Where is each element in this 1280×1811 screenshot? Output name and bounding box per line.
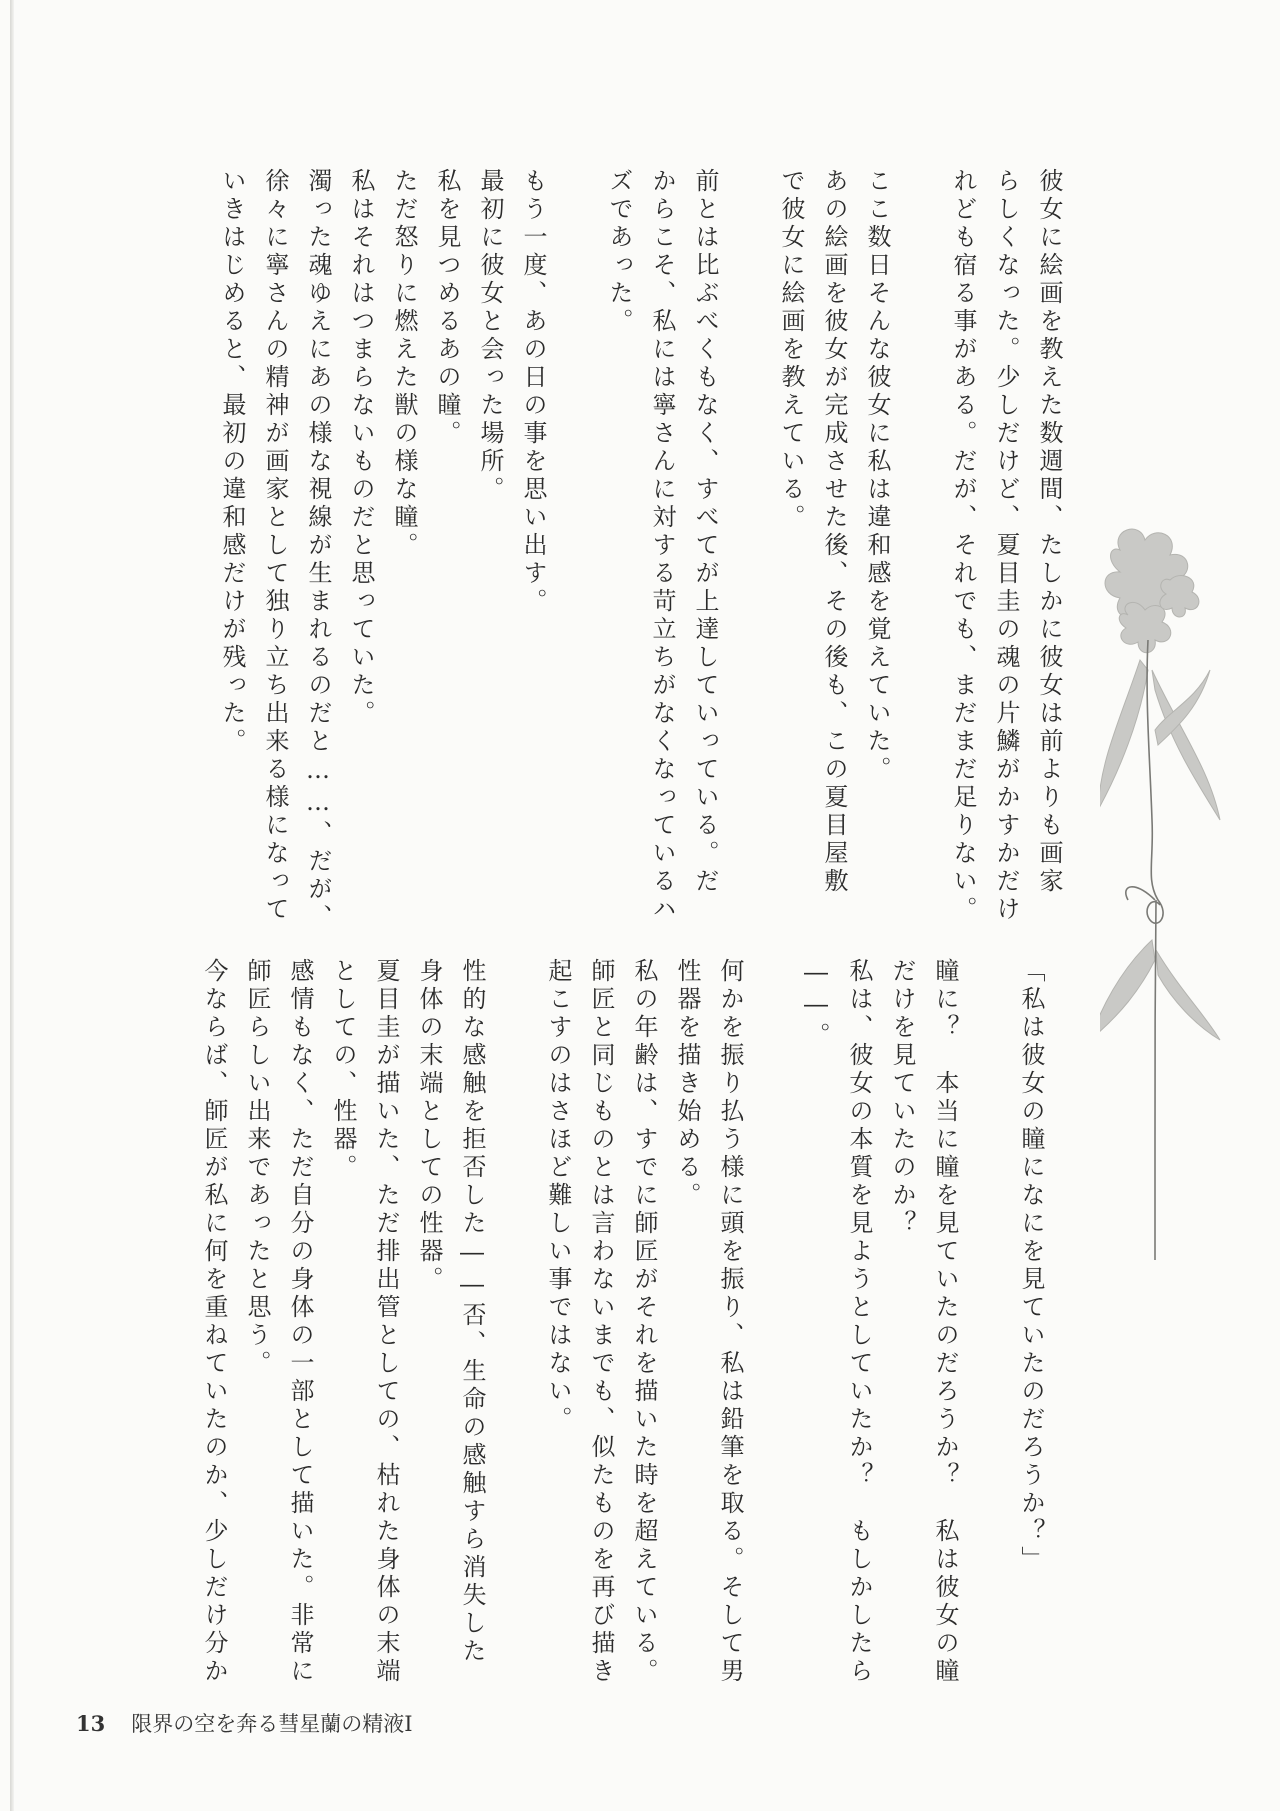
upper-text-line: もう一度、あの日の事を思い出す。: [519, 168, 547, 616]
upper-text-line: で彼女に絵画を教えている。: [777, 168, 805, 532]
lower-text-line: 師匠らしい出来であったと思う。: [243, 958, 271, 1378]
page-number: 13: [76, 1711, 106, 1736]
lower-text-line: [751, 958, 794, 1658]
book-title: 限界の空を奔る彗星蘭の精液Ⅰ: [131, 1712, 413, 1736]
lower-text-line: 瞳に？ 本当に瞳を見ていたのだろうか？ 私は彼女の瞳: [931, 958, 959, 1686]
upper-text-line: ただ怒りに燃えた獣の様な瞳。: [390, 168, 418, 560]
upper-text-line: [554, 168, 597, 708]
upper-text-line: 徐々に寧さんの精神が画家として独り立ち出来る様になって: [261, 168, 289, 924]
page-binding-edge: [10, 0, 14, 1811]
lower-text-line: としての、性器。: [329, 958, 357, 1182]
upper-text-line: 最初に彼女と会った場所。: [476, 168, 504, 504]
lower-text-line: 性器を描き始める。: [673, 958, 701, 1210]
orchid-illustration: [1100, 520, 1250, 1260]
lower-text-line: 師匠と同じものとは言わないまでも、似たものを再び描き: [587, 958, 615, 1686]
upper-text-line: [726, 168, 769, 708]
lower-text-line: [493, 958, 536, 1658]
lower-text-line: 夏目圭が描いた、ただ排出管としての、枯れた身体の末端: [372, 958, 400, 1686]
upper-text-line: 私を見つめるあの瞳。: [433, 168, 461, 448]
upper-text-line: 私はそれはつまらないものだと思っていた。: [347, 168, 375, 728]
page-footer: [76, 1708, 413, 1738]
lower-text-line: 今ならば、師匠が私に何を重ねていたのか、少しだけ分か: [200, 958, 228, 1686]
upper-text-line: ここ数日そんな彼女に私は違和感を覚えていた。: [863, 168, 891, 784]
upper-text-line: [898, 168, 941, 708]
upper-text-block: [210, 168, 1070, 932]
upper-text-line: 彼女に絵画を教えた数週間、たしかに彼女は前よりも画家: [1035, 168, 1063, 896]
upper-text-line: 濁った魂ゆえにあの様な視線が生まれるのだと……、だが、: [304, 168, 332, 932]
lower-text-line: だけを見ていたのか？: [888, 958, 916, 1238]
lower-text-line: [966, 958, 1009, 1658]
upper-text-line: れども宿る事がある。だが、それでも、まだまだ足りない。: [949, 168, 977, 924]
upper-text-line: いきはじめると、最初の違和感だけが残った。: [218, 168, 246, 756]
lower-text-line: 感情もなく、ただ自分の身体の一部として描いた。非常に: [286, 958, 314, 1686]
lower-text-line: 「私は彼女の瞳になにを見ていたのだろうか？」: [1017, 958, 1045, 1574]
lower-text-block: [192, 958, 1052, 1686]
upper-text-line: からこそ、私には寧さんに対する苛立ちがなくなっているハ: [648, 168, 676, 924]
lower-text-line: 私の年齢は、すでに師匠がそれを描いた時を超えている。: [630, 958, 658, 1686]
upper-text-line: ズであった。: [605, 168, 633, 336]
lower-text-line: 起こすのはさほど難しい事ではない。: [544, 958, 572, 1434]
lower-text-line: 私は、彼女の本質を見ようとしていたか？ もしかしたら: [845, 958, 873, 1686]
lower-text-line: 何かを振り払う様に頭を振り、私は鉛筆を取る。そして男: [716, 958, 744, 1686]
lower-text-line: 身体の末端としての性器。: [415, 958, 443, 1294]
upper-text-line: 前とは比ぶべくもなく、すべてが上達していっている。だ: [691, 168, 719, 896]
upper-text-line: らしくなった。少しだけど、夏目圭の魂の片鱗がかすかだけ: [992, 168, 1020, 924]
lower-text-line: 性的な感触を拒否した――否、生命の感触すら消失した: [458, 958, 486, 1666]
upper-text-line: あの絵画を彼女が完成させた後、その後も、この夏目屋敷: [820, 168, 848, 896]
lower-text-line: ――。: [802, 958, 830, 1050]
